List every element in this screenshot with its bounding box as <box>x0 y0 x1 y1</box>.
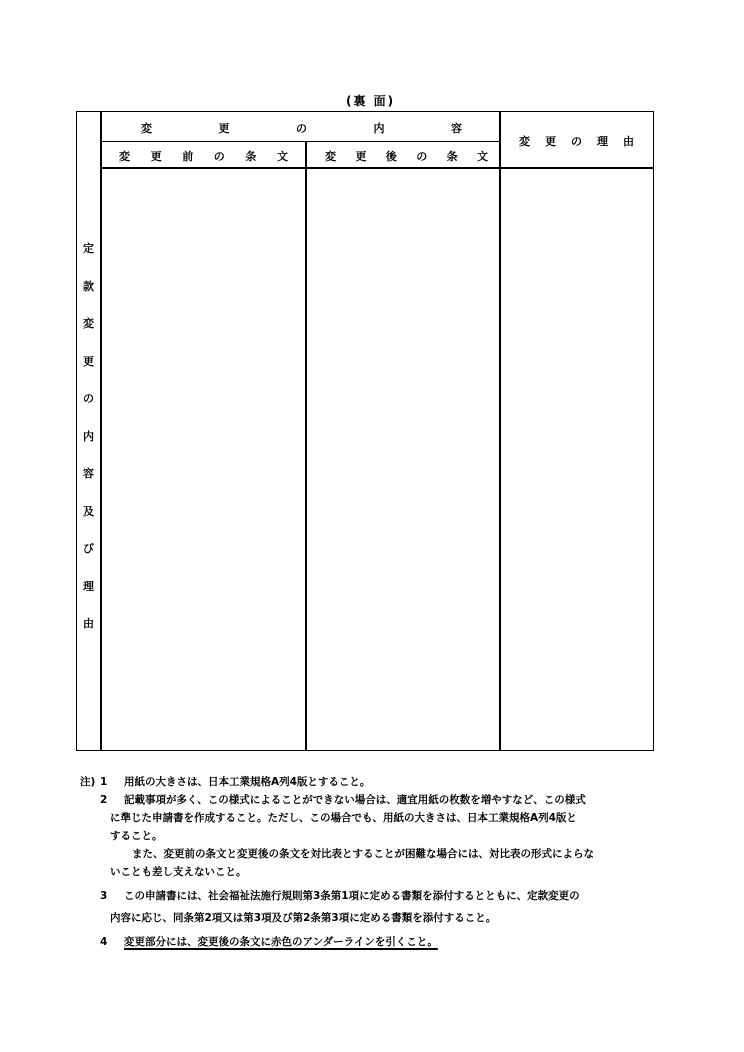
notes-prefix: 注) <box>80 776 96 788</box>
row-label-char: び <box>83 542 94 555</box>
row-label-char: 内 <box>83 429 94 443</box>
note-line: 変更部分には、変更後の条文に赤色のアンダーラインを引くこと。 <box>124 936 438 948</box>
note-number: 4 <box>100 936 108 948</box>
page-side-title: (裏 面) <box>346 94 396 108</box>
header-char: 由 <box>623 135 634 148</box>
row-label-char: 由 <box>83 617 94 630</box>
header-char: 変 <box>119 150 130 163</box>
row-label-char: 及 <box>83 504 94 518</box>
row-label-char: 更 <box>83 354 94 368</box>
row-label-char: 容 <box>83 467 94 480</box>
header-char: 変 <box>141 122 152 135</box>
header-char: の <box>213 150 225 163</box>
header-char: 理 <box>597 135 608 148</box>
header-char: 更 <box>355 150 367 163</box>
header-char: 条 <box>446 150 458 163</box>
header-char: 前 <box>182 150 194 163</box>
row-label-char: 定 <box>83 242 94 255</box>
row-label-vertical <box>77 112 101 750</box>
header-char: の <box>296 122 307 135</box>
header-char: の <box>416 150 428 163</box>
divider-before-after <box>305 142 307 750</box>
header-char: 条 <box>245 150 257 163</box>
row-label-char: 款 <box>83 279 94 293</box>
header-char: 文 <box>477 150 488 163</box>
row-label-char: 理 <box>83 579 94 593</box>
header-char: 後 <box>385 150 397 163</box>
note-item <box>80 845 680 881</box>
note-line: 内容に応じ、同条第2項又は第3項及び第2条第3項に定める書類を添付すること。 <box>110 912 497 924</box>
divider-group-header <box>101 141 499 142</box>
note-number: 1 <box>100 776 108 788</box>
header-char: 変 <box>325 150 336 163</box>
notes-section <box>80 773 680 951</box>
header-char: 変 <box>519 135 530 148</box>
header-char: 更 <box>150 150 162 163</box>
note-number: 2 <box>100 794 108 806</box>
row-label-char: 変 <box>83 317 94 330</box>
header-char: 文 <box>277 150 288 163</box>
note-line: すること。 <box>110 830 163 842</box>
divider-after-reason <box>499 112 501 750</box>
note-item <box>80 791 680 845</box>
row-label-char: の <box>83 392 94 405</box>
note-item <box>80 887 680 927</box>
header-char: 容 <box>451 122 462 135</box>
note-line: また、変更前の条文と変更後の条文を対比表とすることが困難な場合には、対比表の形式によらな <box>132 848 594 860</box>
note-line: 用紙の大きさは、日本工業規格A列4版とすること。 <box>124 776 371 788</box>
header-char: 更 <box>218 122 230 135</box>
note-line: いことも差し支えないこと。 <box>110 866 247 878</box>
header-char: 内 <box>373 122 385 135</box>
amendment-table <box>76 111 654 751</box>
note-item <box>80 933 680 951</box>
note-item <box>80 773 680 791</box>
header-char: の <box>571 135 582 148</box>
note-line: 記載事項が多く、この様式によることができない場合は、適宜用紙の枚数を増やすなど、この様式 <box>124 794 586 806</box>
header-char: 更 <box>545 135 556 148</box>
note-line: に準じた申請書を作成すること。ただし、この場合でも、用紙の大きさは、日本工業規格A列4版と <box>110 812 577 824</box>
note-number: 3 <box>100 890 108 902</box>
note-line: この申請書には、社会福祉法施行規則第3条第1項に定める書類を添付するとともに、定款変更の <box>124 890 580 902</box>
divider-header-body <box>101 167 653 169</box>
